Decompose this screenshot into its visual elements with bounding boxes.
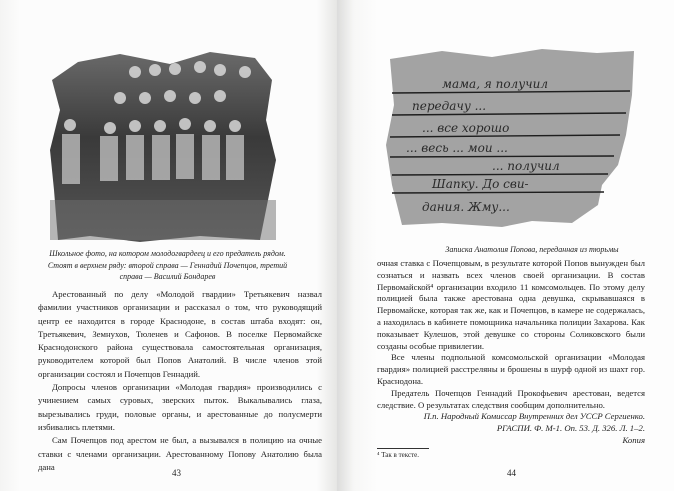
handwritten-note-photo (382, 45, 642, 230)
signature-line: П.п. Народный Комиссар Внутренних дел УССР Сергиенко. (423, 411, 645, 422)
handwriting-line: Шапку. До сви- (432, 177, 529, 191)
handwriting-line: мама, я получил (442, 77, 548, 91)
page-number: 43 (172, 468, 181, 478)
handwriting-line: ... все хорошо (422, 121, 510, 135)
paragraph: Допросы членов организации «Молодая гвардия» производились с учинением самых суровых, зверских пыток. Выкалывались глаза, вырезывались груди, половые органы, и арестованные до полусмерти избивались плетями. (38, 382, 322, 432)
handwriting-line: ... получил (492, 159, 560, 173)
handwriting-line: передачу ... (412, 99, 487, 113)
paragraph: Арестованный по делу «Молодой гвардии» Третьякевич назвал фамилии участников организации и рассказал о том, что руководящий центр ее находится в городе Краснодоне, в состав штаба входят: он, Третьякевич, Земнухов, Тюленев и Сафонов. В поселке Первомайске Краснодонского района существовала самостоятельная организация, руководителем которой был Попов Анатолий. В числе членов этой организации состоял и Почепцов Геннадий. (38, 289, 322, 379)
photo-caption: Школьное фото, на котором молодогвардеец и его предатель рядом. Стоят в верхнем ряду: второй справа — Геннадий Почепцов, третий справа — Василий Бондарев (47, 249, 288, 281)
handwriting-line: ... весь ... мои ... (406, 141, 508, 155)
footnote-divider (377, 448, 429, 449)
school-photo (50, 50, 280, 245)
handwriting-line: дания. Жму... (422, 200, 510, 214)
footnote: ⁴ Так в тексте. (377, 451, 420, 459)
page-number: 44 (507, 468, 516, 478)
copy-mark: Копия (622, 434, 645, 445)
body-text (377, 258, 645, 447)
body-text (38, 288, 322, 474)
archive-reference: РГАСПИ. Ф. М-1. Оп. 53. Д. 326. Л. 1–2. (496, 423, 645, 434)
paragraph: Сам Почепцов под арестом не был, а вызывался в полицию на очные ставки с членами организации. Арестованному Попову Анатолию была дана (38, 435, 322, 472)
photo-caption: Записка Анатолия Попова, переданная из тюрьмы (445, 245, 619, 254)
right-page (337, 0, 674, 491)
paragraph: Предатель Почепцов Геннадий Прокофьевич арестован, ведется следствие. О результатах следствия сообщим дополнительно. (377, 387, 645, 410)
paragraph: очная ставка с Почепцовым, в результате которой Попов вынужден был сознаться и назвать всех членов своей организации. В состав Первомайской⁴ организации входило 11 комсомольцев. По этому делу полицией была также арестована одна девушка, скрывавшаяся в Первомайске, которая так же, как и Почепцов, в камере не содержалась, а находилась в кабинете помощника начальника полиции Захарова. Как показывает Кулешов, этой девушке со стороны Соликовского были созданы особые привилегии. (377, 258, 645, 351)
paragraph: Все члены подпольной комсомольской организации «Молодая гвардия» полицией расстреляны и брошены в шурф одной из шахт гор. Краснодона. (377, 352, 645, 386)
